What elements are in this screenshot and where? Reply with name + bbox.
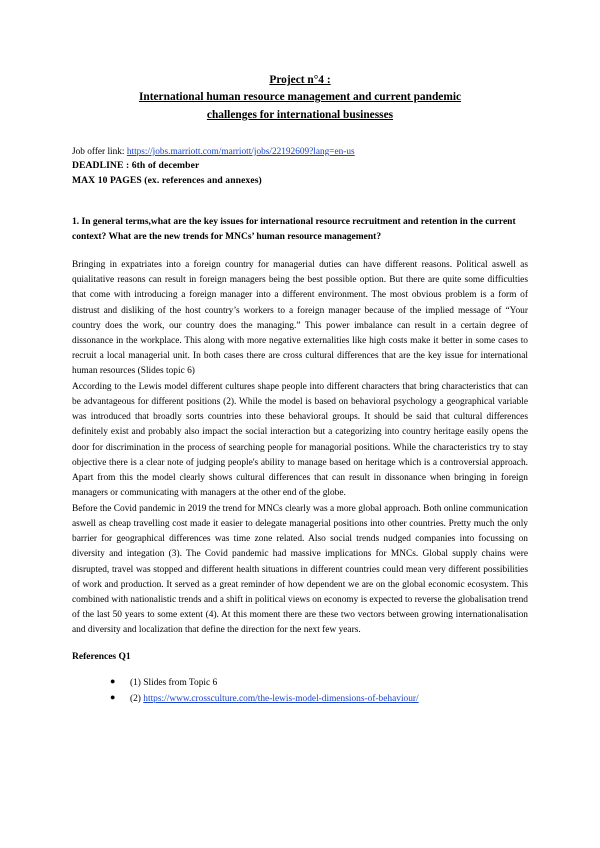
reference-2-link[interactable]: https://www.crossculture.com/the-lewis-model-dimensions-of-behaviour/ (143, 693, 419, 704)
reference-2-prefix: (2) (130, 693, 144, 704)
spacer-after-references-heading (72, 662, 528, 675)
job-offer-link[interactable]: https://jobs.marriott.com/marriott/jobs/22192609?lang=en-us (126, 146, 355, 157)
job-offer-label: Job offer link: (72, 146, 125, 157)
list-item (110, 691, 528, 707)
spacer-after-title (72, 124, 528, 145)
bullet-icon: ● (110, 675, 116, 686)
title-line-3-text: challenges for international businesses (206, 108, 394, 121)
question-heading: 1. In general terms,what are the key issues for international resource recruitment and retention in the current context? What are the new trends for MNCs’ human resource management? (72, 217, 516, 243)
body-paragraph-1: Bringing in expatriates into a foreign country for managerial duties can have different reasons. Political aswell as quialitative reasons can result in foreign managers being the best possible option. But there are quite some difficulties that come with introducing a foreign manager into a different environment. The most obvious problem is a form of distrust and disliking of the host country’s workers to a foreign manager because of the implied message of “Your country does the work, our country does the managing.” This power imbalance can result in a certain degree of dissonance in the workplace. This along with more negative externalities like high costs make it better in some cases to recruit a local managerial unit. In both cases there are cross cultural differences that are the key issue for international human resources (Slides topic 6) (72, 259, 528, 377)
meta-block (72, 145, 528, 189)
references-list (72, 675, 528, 707)
max-pages-line: MAX 10 PAGES (ex. references and annexes) (72, 175, 262, 187)
body-paragraph-2: According to the Lewis model different cultures shape people into different characters that bring characteristics that can be advantageous for different positions (2). While the model is based on behavioral psychology a geographical variable was introduced that broadly sorts countries into these behavioral groups. It should be said that cultural differences definitely exist and probably also impact the social interaction but a categorizing into country heritage easily opens the door for discrimination in the process of searching people for managorial positions. While the characteristics try to stay objective there is a clear note of judging people's ability to manage based on heritage which is a controversial approach. Apart from this the model clearly shows cultural differences that can result in dissonance when bringing in foreign managers or communicating with managers at the other end of the globe. (72, 381, 528, 499)
body-paragraph-3: Before the Covid pandemic in 2019 the trend for MNCs clearly was a more global approach. Both online communication aswell as cheap travelling cost made it easier to delegate managerial positions into other countries. Pretty much the only barrier for geographical differences was time zone related. Also social trends nudged companies into focussing on diversity and integation (3). The Covid pandemic had massive implications for MNCs. Global supply chains were disrupted, travel was stopped and different health situations in different countries could mean very different possibilities of work and production. It served as a great reminder of how dependent we are on the global economic ecosystem. This combined with nationalistic trends and a shift in political views on economy is expected to reverse the globalisation trend of the last 50 years to some extent (4). At this moment there are these two vectors between growing internationalisation and diversity and localization that define the direction for the next few years. (72, 503, 528, 636)
spacer-before-references (72, 639, 528, 652)
spacer-after-meta (72, 189, 528, 215)
title-line-1-text: Project n°4 : (269, 74, 331, 86)
list-item (110, 675, 528, 691)
references-heading: References Q1 (72, 651, 131, 662)
title-line-1 (72, 72, 528, 89)
page-title (72, 72, 528, 124)
reference-1-text: (1) Slides from Topic 6 (130, 677, 218, 688)
title-line-2-text: International human resource management and current pandemic (138, 91, 462, 104)
spacer-after-question (72, 245, 528, 258)
job-offer-line (72, 145, 528, 160)
title-line-2 (72, 89, 528, 106)
deadline-line: DEADLINE : 6th of december (72, 160, 200, 172)
title-line-3 (72, 107, 528, 124)
bullet-icon: ● (110, 691, 116, 702)
